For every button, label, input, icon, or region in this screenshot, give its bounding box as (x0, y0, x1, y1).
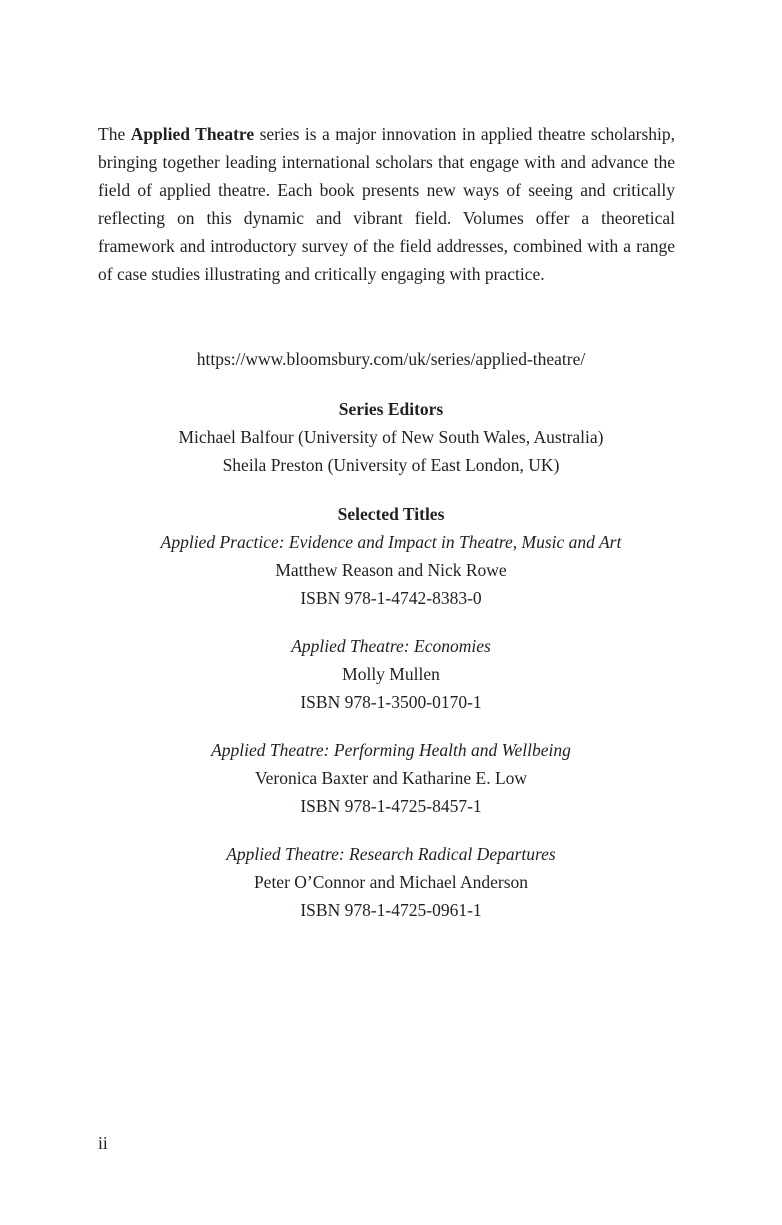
book-authors: Matthew Reason and Nick Rowe (275, 560, 507, 580)
intro-lead: The (98, 124, 126, 144)
book-authors: Peter O’Connor and Michael Anderson (253, 872, 529, 892)
book-entry (0, 632, 782, 716)
series-url-block (0, 345, 782, 373)
book-authors: Molly Mullen (342, 664, 440, 684)
series-editors-section (0, 395, 782, 479)
intro-body: series is a major innovation in applied theatre scholarship, bringing together leading international scholars that engage with and advance the field of applied theatre. Each book presents new ways of seeing and critically reflecting on this dynamic and vibrant field. Volumes offer a theoretical framework and introductory survey of the field addresses, combined with a range of case studies illustrating and critically engaging with practice. (98, 124, 676, 284)
book-title: Applied Theatre: Research Radical Departures (226, 844, 556, 864)
selected-titles-heading: Selected Titles (337, 504, 445, 524)
book-isbn: ISBN 978-1-4725-8457-1 (300, 796, 482, 816)
editor-item: Michael Balfour (University of New South Wales, Australia) (178, 427, 604, 447)
book-entry (0, 528, 782, 612)
book-title: Applied Theatre: Performing Health and Wellbeing (211, 740, 571, 760)
book-isbn: ISBN 978-1-3500-0170-1 (300, 692, 482, 712)
selected-titles-section (0, 500, 782, 944)
book-entry (0, 840, 782, 924)
editor-item: Sheila Preston (University of East London, UK) (222, 455, 560, 475)
book-isbn: ISBN 978-1-4742-8383-0 (300, 588, 482, 608)
book-title: Applied Theatre: Economies (291, 636, 491, 656)
page-number: ii (98, 1133, 108, 1153)
book-isbn: ISBN 978-1-4725-0961-1 (300, 900, 482, 920)
series-description (98, 120, 675, 288)
book-title: Applied Practice: Evidence and Impact in Theatre, Music and Art (160, 532, 622, 552)
book-authors: Veronica Baxter and Katharine E. Low (254, 768, 528, 788)
book-entry (0, 736, 782, 820)
series-url[interactable]: https://www.bloomsbury.com/uk/series/applied-theatre/ (196, 349, 586, 369)
series-editors-heading: Series Editors (338, 399, 444, 419)
series-name: Applied Theatre (130, 124, 255, 144)
